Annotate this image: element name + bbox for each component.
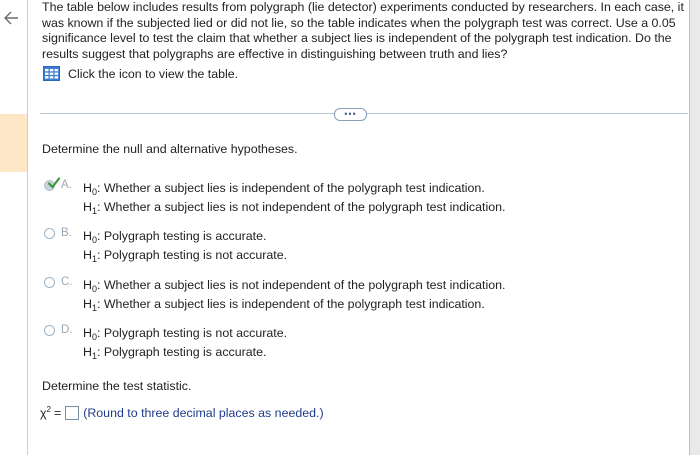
- question-prompt-hypotheses: Determine the null and alternative hypotheses.: [42, 142, 298, 156]
- view-table-link[interactable]: [43, 66, 238, 81]
- option-letter: B.: [61, 227, 72, 239]
- option-h0: $H_0$: Whether a subject lies is independent of the polygraph test indication.: [83, 181, 485, 197]
- view-table-label[interactable]: Click the icon to view the table.: [68, 66, 239, 81]
- rounding-hint: (Round to three decimal places as needed.): [83, 406, 324, 420]
- question-prompt-test-statistic: Determine the test statistic.: [42, 379, 192, 393]
- option-h0: $H_0$: Polygraph testing is accurate.: [83, 229, 267, 245]
- test-statistic-input[interactable]: [65, 406, 79, 420]
- option-letter: C.: [61, 276, 73, 288]
- option-h0: $H_0$: Polygraph testing is not accurate.: [83, 326, 288, 342]
- question-part-highlight: [0, 114, 27, 172]
- left-arrow-icon[interactable]: [2, 8, 22, 28]
- option-h0: $H_0$: Whether a subject lies is not independent of the polygraph test indication.: [83, 278, 506, 294]
- option-letter: A.: [61, 179, 72, 191]
- option-h1: $H_1$: Polygraph testing is not accurate.: [83, 248, 288, 264]
- option-h1: $H_1$: Whether a subject lies is not independent of the polygraph test indication.: [83, 200, 506, 216]
- option-letter: D.: [61, 324, 73, 336]
- equals-sign: =: [53, 406, 62, 420]
- radio-c[interactable]: [44, 277, 55, 288]
- expand-button[interactable]: •••: [334, 108, 367, 121]
- left-divider: [27, 0, 28, 455]
- scrollbar-track[interactable]: [690, 0, 700, 455]
- radio-d[interactable]: [44, 325, 55, 336]
- problem-statement: The table below includes results from polygraph (lie detector) experiments conducted by researchers. In each case, it was known if the subjected lied or did not lie, so the table indicates when the polygraph test was correct. Use a 0.05 significance level to test the claim that whether a subject lies is independent of the polygraph test indication. Do the results suggest that polygraphs are effective in distinguishing between truth and lies?: [42, 0, 684, 61]
- radio-b[interactable]: [44, 228, 55, 239]
- chi-symbol: $\chi^2$: [40, 405, 51, 420]
- option-h1: $H_1$: Polygraph testing is accurate.: [83, 345, 267, 361]
- left-nav-strip: [0, 0, 26, 455]
- checkmark-icon: [47, 176, 61, 190]
- test-statistic-row: [40, 406, 324, 420]
- table-icon[interactable]: [43, 66, 60, 81]
- option-h1: $H_1$: Whether a subject lies is independent of the polygraph test indication.: [83, 297, 485, 313]
